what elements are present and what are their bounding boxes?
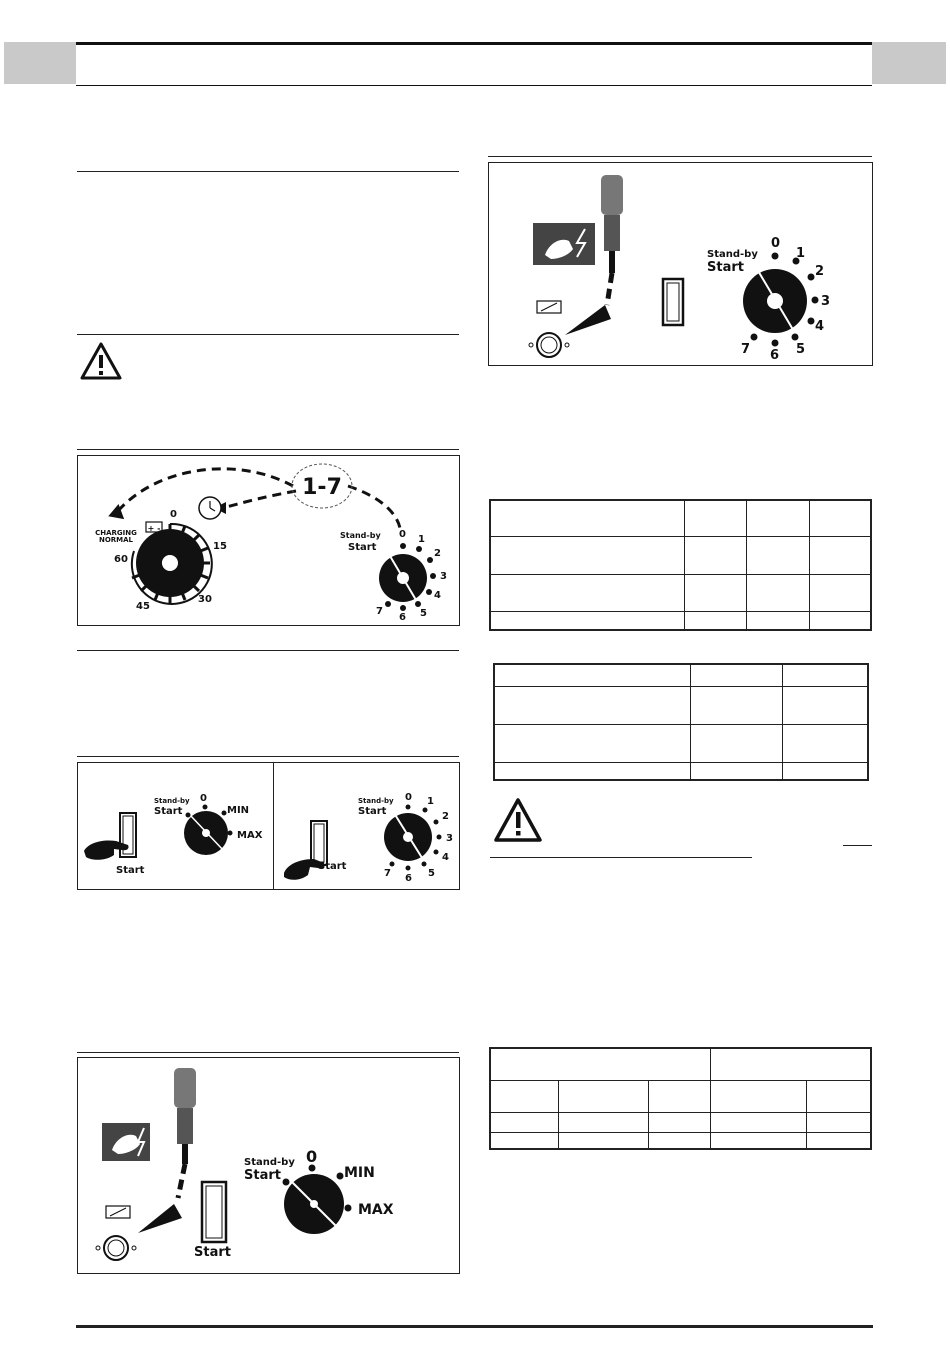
svg-text:Stand-by: Stand-by: [340, 531, 381, 540]
table-cell: [684, 536, 746, 574]
table-cell: [746, 536, 809, 574]
table-cell: [494, 762, 690, 780]
table-cell: [710, 1048, 871, 1080]
clock-icon: [199, 497, 221, 519]
battery-icon: [146, 522, 162, 533]
figure-timer-dial: [77, 455, 460, 626]
svg-text:NORMAL: NORMAL: [98, 536, 134, 544]
table-cell: [490, 536, 684, 574]
svg-text:Stand-by: Stand-by: [244, 1157, 295, 1168]
table-cell: [809, 500, 871, 536]
table-cell: [558, 1080, 648, 1112]
svg-text:1: 1: [796, 246, 806, 261]
svg-text:60: 60: [114, 554, 128, 565]
svg-text:1: 1: [427, 796, 434, 807]
svg-text:2: 2: [815, 264, 825, 279]
section-rule: [77, 449, 459, 450]
torch-icon: [174, 1068, 196, 1164]
svg-text:MAX: MAX: [237, 830, 263, 841]
svg-text:Start: Start: [116, 865, 145, 876]
header-tab-left: [4, 42, 76, 84]
table-cell: [490, 1132, 558, 1149]
section-rule: [488, 156, 872, 157]
table-cell: [648, 1080, 710, 1112]
svg-text:7: 7: [384, 868, 391, 879]
data-table: [493, 663, 869, 781]
svg-text:Stand-by: Stand-by: [154, 797, 190, 805]
table-cell: [690, 762, 782, 780]
svg-text:Start: Start: [154, 806, 183, 817]
svg-text:3: 3: [440, 571, 447, 582]
table-cell: [710, 1112, 806, 1132]
svg-text:45: 45: [136, 601, 150, 612]
svg-text:1-7: 1-7: [302, 475, 342, 500]
table-cell: [690, 664, 782, 686]
svg-text:0: 0: [771, 236, 781, 251]
table-cell: [490, 1080, 558, 1112]
socket-icon: [96, 1236, 136, 1260]
svg-text:0: 0: [170, 509, 177, 520]
section-rule: [77, 650, 459, 651]
table-cell: [746, 611, 809, 630]
svg-text:0: 0: [399, 529, 406, 540]
electric-hand-icon: [102, 1123, 150, 1161]
table-cell: [490, 1048, 710, 1080]
socket-icon: [529, 333, 569, 357]
svg-text:Start: Start: [707, 260, 744, 275]
table-cell: [490, 1112, 558, 1132]
svg-text:MIN: MIN: [344, 1165, 375, 1181]
svg-text:MAX: MAX: [358, 1202, 394, 1218]
table-cell: [490, 500, 684, 536]
svg-text:4: 4: [815, 319, 825, 334]
figure-torch-1-7: [488, 162, 873, 366]
underline-rule: [843, 845, 872, 846]
table-cell: [558, 1132, 648, 1149]
svg-text:5: 5: [420, 608, 427, 619]
table-cell: [782, 724, 868, 762]
header-bar: [76, 42, 872, 86]
warning-icon: [80, 342, 122, 380]
electric-hand-icon: [533, 223, 595, 265]
svg-text:Start: Start: [244, 1168, 281, 1183]
svg-text:3: 3: [821, 294, 831, 309]
data-table: [489, 1047, 872, 1150]
table-cell: [809, 611, 871, 630]
warning-icon: [493, 797, 543, 843]
svg-text:CHARGING: CHARGING: [95, 529, 137, 537]
svg-text:0: 0: [200, 793, 207, 804]
table-cell: [684, 611, 746, 630]
svg-text:Start: Start: [318, 861, 347, 872]
underline-rule: [490, 857, 752, 858]
svg-text:Start: Start: [194, 1245, 231, 1260]
svg-text:4: 4: [434, 590, 441, 601]
svg-text:6: 6: [770, 348, 780, 363]
svg-text:5: 5: [428, 868, 435, 879]
svg-text:15: 15: [213, 541, 227, 552]
svg-text:7: 7: [741, 342, 751, 357]
table-cell: [809, 536, 871, 574]
svg-text:6: 6: [399, 612, 406, 623]
table-cell: [648, 1132, 710, 1149]
table-cell: [710, 1080, 806, 1112]
svg-text:30: 30: [198, 594, 212, 605]
svg-text:0: 0: [306, 1147, 318, 1166]
table-cell: [690, 686, 782, 724]
table-cell: [746, 500, 809, 536]
figure-start-switch: [77, 762, 460, 890]
table-cell: [648, 1112, 710, 1132]
svg-text:+ -: + -: [147, 524, 161, 533]
svg-text:7: 7: [376, 606, 383, 617]
svg-text:2: 2: [442, 811, 449, 822]
table-cell: [806, 1112, 871, 1132]
table-cell: [782, 762, 868, 780]
svg-text:0: 0: [405, 792, 412, 803]
table-cell: [684, 500, 746, 536]
svg-text:MIN: MIN: [227, 805, 250, 816]
table-cell: [494, 686, 690, 724]
footer-rule: [76, 1325, 873, 1328]
svg-text:3: 3: [446, 833, 453, 844]
svg-text:6: 6: [405, 873, 412, 884]
table-cell: [806, 1080, 871, 1112]
svg-text:Stand-by: Stand-by: [358, 797, 394, 805]
figure-torch-minmax: [77, 1057, 460, 1274]
svg-text:2: 2: [434, 548, 441, 559]
table-cell: [809, 574, 871, 611]
torch-icon: [601, 175, 623, 273]
table-cell: [494, 724, 690, 762]
svg-text:1: 1: [418, 534, 425, 545]
table-cell: [782, 664, 868, 686]
svg-text:5: 5: [796, 342, 806, 357]
section-rule: [77, 334, 459, 335]
svg-text:4: 4: [442, 852, 449, 863]
svg-text:Start: Start: [358, 806, 387, 817]
data-table: [489, 499, 872, 631]
table-cell: [746, 574, 809, 611]
table-cell: [690, 724, 782, 762]
table-cell: [710, 1132, 806, 1149]
table-cell: [494, 664, 690, 686]
section-rule: [77, 1052, 459, 1053]
svg-text:Start: Start: [348, 542, 377, 553]
table-cell: [684, 574, 746, 611]
table-cell: [806, 1132, 871, 1149]
svg-text:Stand-by: Stand-by: [707, 249, 758, 260]
table-cell: [490, 611, 684, 630]
table-cell: [782, 686, 868, 724]
section-rule: [77, 171, 459, 172]
section-rule: [77, 756, 459, 757]
header-tab-right: [872, 42, 946, 84]
table-cell: [558, 1112, 648, 1132]
table-cell: [490, 574, 684, 611]
